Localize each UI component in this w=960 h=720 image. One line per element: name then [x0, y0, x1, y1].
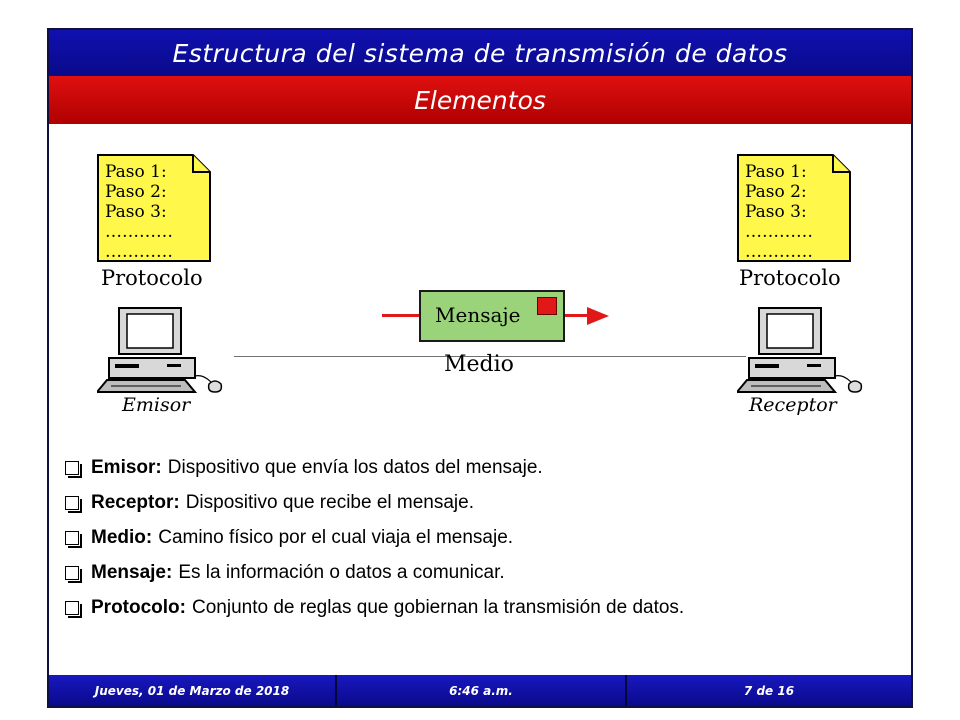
list-item: [65, 520, 684, 555]
list-item: [65, 555, 684, 590]
list-item-term: Emisor:: [91, 456, 162, 478]
footer-time: 6:46 a.m.: [335, 675, 625, 706]
computer-icon: [97, 306, 227, 396]
protocol-document-left: [97, 154, 211, 262]
list-item: [65, 485, 684, 520]
protocol-step: …………: [745, 242, 813, 262]
list-item: [65, 450, 684, 485]
receiver-label: Receptor: [749, 394, 837, 416]
stamp-icon: [537, 297, 557, 315]
protocol-label-left: Protocolo: [101, 266, 203, 290]
arrow-shaft: [565, 314, 589, 317]
list-item-term: Mensaje:: [91, 561, 173, 583]
protocol-step: …………: [105, 222, 173, 242]
arrow-right-icon: [587, 307, 609, 325]
protocol-label-right: Protocolo: [739, 266, 841, 290]
checkbox-bullet-icon: [65, 601, 79, 615]
slide-title: [49, 30, 911, 76]
protocol-document-right: [737, 154, 851, 262]
slide-title-text: Estructura del sistema de transmisión de datos: [172, 38, 788, 68]
slide-subtitle: [49, 76, 911, 124]
slide: [47, 28, 913, 708]
computer-icon: [737, 306, 867, 396]
protocol-steps-left: [105, 162, 173, 262]
list-item-term: Receptor:: [91, 491, 180, 513]
transmission-diagram: [49, 124, 911, 434]
receiver-computer: [737, 306, 867, 396]
list-item-text: Camino físico por el cual viaja el mensaje.: [158, 526, 514, 548]
checkbox-bullet-icon: [65, 461, 79, 475]
checkbox-bullet-icon: [65, 531, 79, 545]
medium-label: Medio: [444, 352, 514, 377]
protocol-step: Paso 2:: [745, 182, 807, 202]
list-item-term: Protocolo:: [91, 596, 186, 618]
protocol-step: Paso 1:: [745, 162, 807, 182]
footer-page-number: 7 de 16: [625, 675, 911, 706]
list-item-text: Conjunto de reglas que gobiernan la transmisión de datos.: [192, 596, 685, 618]
checkbox-bullet-icon: [65, 496, 79, 510]
protocol-step: Paso 3:: [745, 202, 807, 222]
slide-footer: [49, 675, 911, 706]
checkbox-bullet-icon: [65, 566, 79, 580]
list-item-term: Medio:: [91, 526, 153, 548]
protocol-step: …………: [105, 242, 173, 262]
list-item-text: Dispositivo que envía los datos del mensaje.: [167, 456, 543, 478]
list-item: [65, 590, 684, 625]
sender-computer: [97, 306, 227, 396]
footer-date: Jueves, 01 de Marzo de 2018: [94, 683, 290, 698]
protocol-steps-right: [745, 162, 813, 262]
message-envelope: [419, 290, 565, 342]
list-item-text: Es la información o datos a comunicar.: [178, 561, 505, 583]
slide-subtitle-text: Elementos: [414, 85, 546, 115]
message-label: Mensaje: [435, 303, 521, 327]
sender-label: Emisor: [122, 394, 191, 416]
protocol-step: …………: [745, 222, 813, 242]
protocol-step: Paso 3:: [105, 202, 167, 222]
protocol-step: Paso 1:: [105, 162, 167, 182]
arrow-tail: [382, 314, 419, 317]
protocol-step: Paso 2:: [105, 182, 167, 202]
list-item-text: Dispositivo que recibe el mensaje.: [185, 491, 474, 513]
definitions-list: [65, 450, 684, 625]
